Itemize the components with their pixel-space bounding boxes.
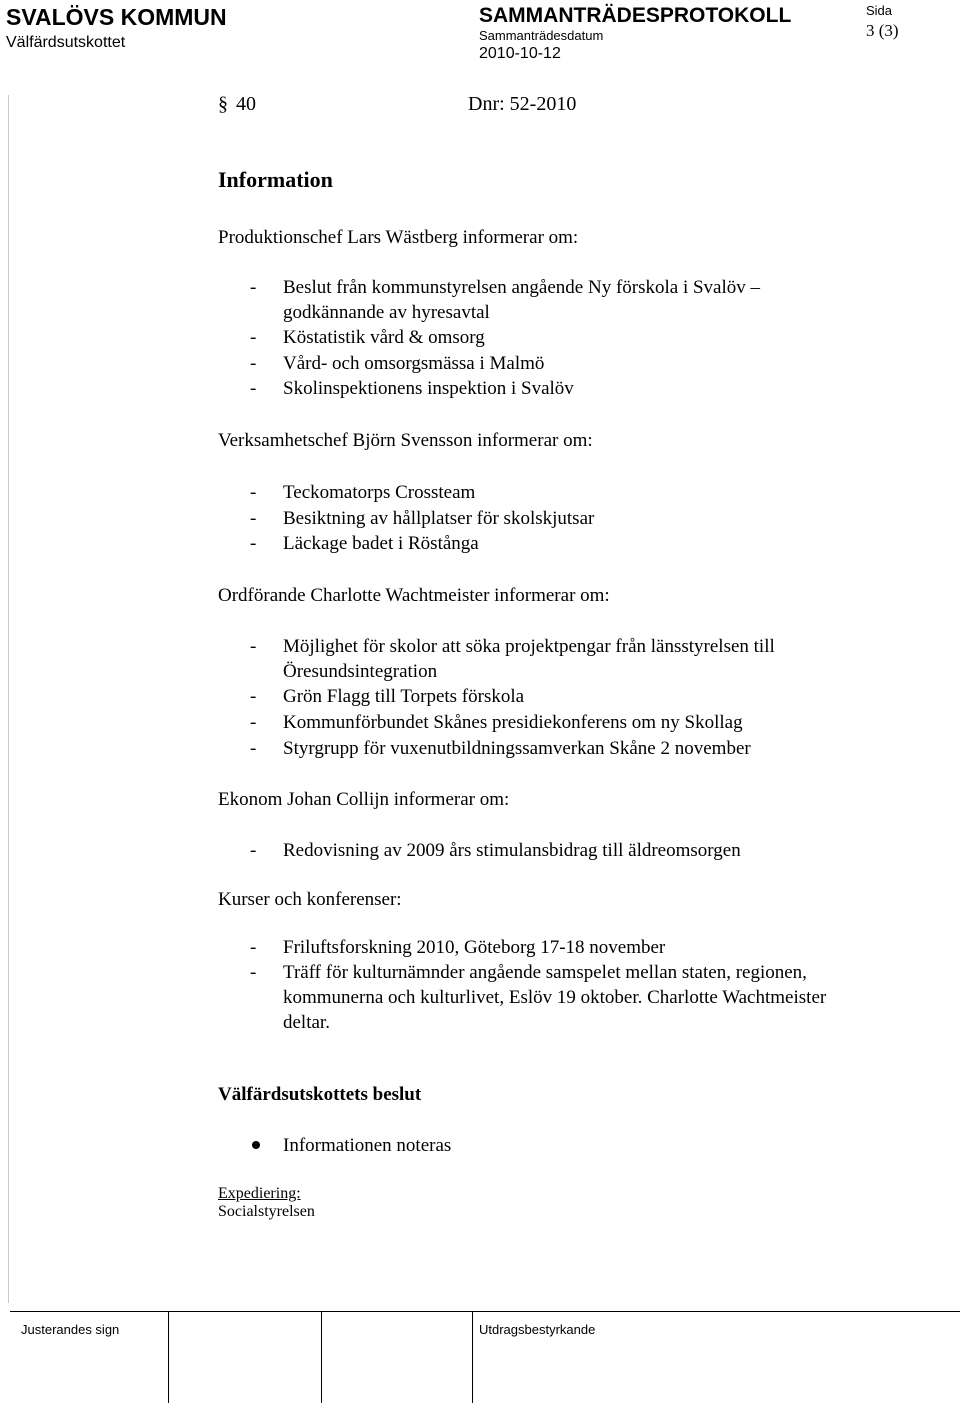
- footer-divider: [321, 1311, 322, 1403]
- section-number: 40: [236, 93, 256, 115]
- list-item: Besiktning av hållplatser för skolskjutsar: [283, 508, 595, 529]
- diary-number: Dnr: 52-2010: [468, 93, 577, 115]
- list-dash: -: [250, 686, 257, 707]
- list-item-continuation: kommunerna och kulturlivet, Eslöv 19 oktober. Charlotte Wachtmeister: [283, 987, 827, 1008]
- margin-rule: [8, 95, 9, 1303]
- justerandes-sign-label: Justerandes sign: [21, 1322, 120, 1337]
- block-intro: Ekonom Johan Collijn informerar om:: [218, 789, 510, 810]
- list-item: Läckage badet i Röstånga: [283, 533, 479, 554]
- list-dash: -: [250, 482, 257, 503]
- utdragsbestyrkande-label: Utdragsbestyrkande: [479, 1322, 596, 1337]
- list-item: Grön Flagg till Torpets förskola: [283, 686, 525, 707]
- list-item: Redovisning av 2009 års stimulansbidrag till äldreomsorgen: [283, 840, 741, 861]
- document-type: SAMMANTRÄDESPROTOKOLL: [479, 4, 792, 27]
- list-item: Styrgrupp för vuxenutbildningssamverkan Skåne 2 november: [283, 738, 751, 759]
- block-intro: Produktionschef Lars Wästberg informerar om:: [218, 227, 579, 248]
- list-item: Vård- och omsorgsmässa i Malmö: [283, 353, 545, 374]
- list-dash: -: [250, 937, 257, 958]
- list-dash: -: [250, 353, 257, 374]
- block-intro: Verksamhetschef Björn Svensson informerar om:: [218, 430, 593, 451]
- bullet-icon: [252, 1141, 260, 1149]
- list-dash: -: [250, 508, 257, 529]
- list-item: Teckomatorps Crossteam: [283, 482, 476, 503]
- page-title: Information: [218, 167, 333, 192]
- list-item: Beslut från kommunstyrelsen angående Ny förskola i Svalöv –: [283, 277, 761, 298]
- decision-heading: Välfärdsutskottets beslut: [218, 1084, 422, 1105]
- list-item: Köstatistik vård & omsorg: [283, 327, 485, 348]
- list-dash: -: [250, 962, 257, 983]
- block-intro: Kurser och konferenser:: [218, 889, 402, 910]
- list-item: Kommunförbundet Skånes presidiekonferens om ny Skollag: [283, 712, 743, 733]
- list-item-continuation: Öresundsintegration: [283, 661, 438, 682]
- list-item-continuation: godkännande av hyresavtal: [283, 302, 490, 323]
- list-item-continuation: deltar.: [283, 1012, 330, 1033]
- list-dash: -: [250, 840, 257, 861]
- list-dash: -: [250, 712, 257, 733]
- footer-divider: [472, 1311, 473, 1403]
- page-label: Sida: [866, 3, 893, 18]
- list-item: Friluftsforskning 2010, Göteborg 17-18 november: [283, 937, 666, 958]
- footer-divider: [168, 1311, 169, 1403]
- list-dash: -: [250, 277, 257, 298]
- list-item: Skolinspektionens inspektion i Svalöv: [283, 378, 574, 399]
- section-sign: §: [218, 93, 228, 115]
- organization-name: SVALÖVS KOMMUN: [6, 4, 227, 30]
- list-dash: -: [250, 327, 257, 348]
- list-item: Möjlighet för skolor att söka projektpengar från länsstyrelsen till: [283, 636, 775, 657]
- list-dash: -: [250, 378, 257, 399]
- block-intro: Ordförande Charlotte Wachtmeister informerar om:: [218, 585, 610, 606]
- list-dash: -: [250, 636, 257, 657]
- expediering-recipient: Socialstyrelsen: [218, 1203, 315, 1220]
- expediering-label: Expediering:: [218, 1185, 301, 1202]
- meeting-date: 2010-10-12: [479, 45, 561, 62]
- page-number: 3 (3): [866, 21, 899, 40]
- list-dash: -: [250, 533, 257, 554]
- list-item: Träff för kulturnämnder angående samspelet mellan staten, regionen,: [283, 962, 807, 983]
- committee-name: Välfärdsutskottet: [6, 34, 126, 51]
- date-label: Sammanträdesdatum: [479, 28, 604, 43]
- footer-rule: [10, 1311, 960, 1312]
- list-dash: -: [250, 738, 257, 759]
- decision-item: Informationen noteras: [283, 1135, 452, 1156]
